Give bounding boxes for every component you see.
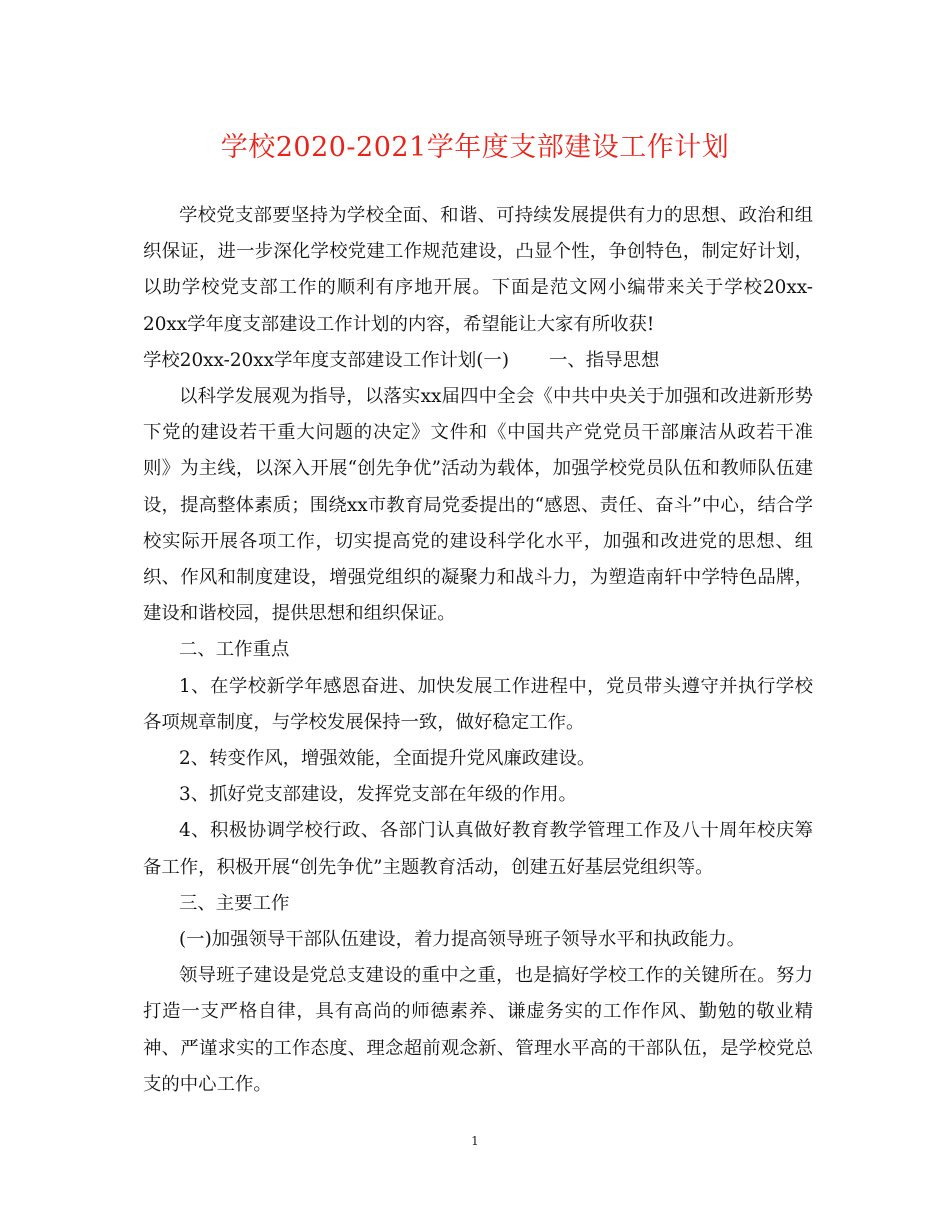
work-focus-item-1: 1、在学校新学年感恩奋进、加快发展工作进程中，党员带头遵守并执行学校各项规章制度，与学校发展保持一致，做好稳定工作。 [143, 675, 813, 733]
main-work-subheading-1: (一)加强领导干部队伍建设，着力提高领导班子领导水平和执政能力。 [179, 929, 746, 951]
guiding-thought-paragraph: 以科学发展观为指导，以落实xx届四中全会《中共中央关于加强和改进新形势下党的建设若干重大问题的决定》文件和《中国共产党党员干部廉洁从政若干准则》为主线，以深入开展“创先争优”活动为载体，加强学校党员队伍和教师队伍建设，提高整体素质；围绕xx市教育局党委提出的“感恩、责任、奋斗”中心，结合学校实际开展各项工作，切实提高党的建设科学化水平，加强和改进党的思想、组织、作风和制度建设，增强党组织的凝聚力和战斗力，为塑造南轩中学特色品牌，建设和谐校园，提供思想和组织保证。 [143, 386, 813, 625]
leadership-paragraph: 领导班子建设是党总支建设的重中之重，也是搞好学校工作的关键所在。努力打造一支严格自律，具有高尚的师德素养、谦虚务实的工作作风、勤勉的敬业精神、严谨求实的工作态度、理念超前观念新、管理水平高的干部队伍，是学校党总支的中心工作。 [143, 965, 813, 1095]
intro-paragraph: 学校党支部要坚持为学校全面、和谐、可持续发展提供有力的思想、政治和组织保证，进一步深化学校党建工作规范建设，凸显个性，争创特色，制定好计划，以助学校党支部工作的顺利有序地开展。下面是范文网小编带来关于学校20xx-20xx学年度支部建设工作计划的内容，希望能让大家有所收获! [143, 205, 813, 335]
work-focus-heading: 二、工作重点 [179, 639, 290, 661]
document-body [143, 198, 813, 1103]
section-heading-left: 学校20xx-20xx学年度支部建设工作计划(一) [143, 349, 509, 371]
work-focus-item-2: 2、转变作风，增强效能，全面提升党风廉政建设。 [179, 748, 596, 770]
section-heading-line [143, 343, 813, 379]
section-heading-right: 一、指导思想 [549, 349, 660, 371]
document-title: 学校2020-2021学年度支部建设工作计划 [220, 132, 730, 163]
work-focus-item-4: 4、积极协调学校行政、各部门认真做好教育教学管理工作及八十周年校庆筹备工作，积极开展“创先争优”主题教育活动，创建五好基层党组织等。 [143, 820, 813, 878]
main-work-heading: 三、主要工作 [179, 892, 290, 914]
page-number: 1 [471, 1134, 479, 1148]
work-focus-item-3: 3、抓好党支部建设，发挥党支部在年级的作用。 [179, 784, 577, 806]
